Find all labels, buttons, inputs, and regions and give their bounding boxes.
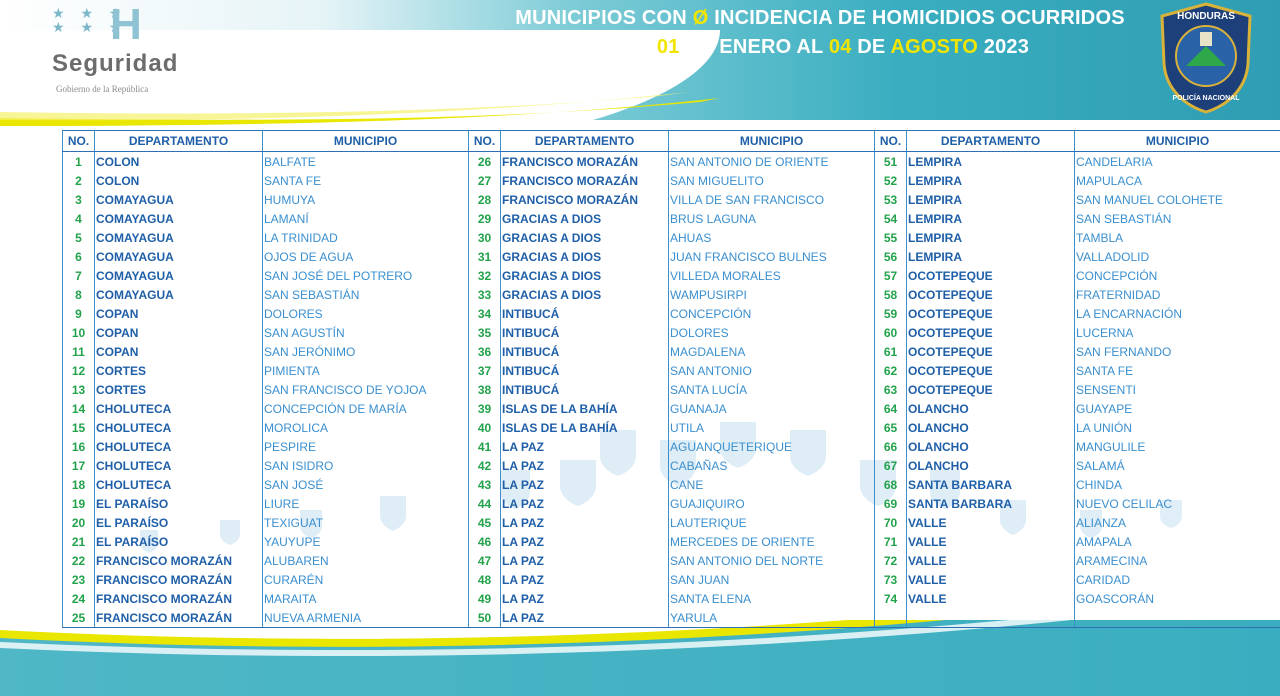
municipality-cell: LA TRINIDAD <box>263 228 469 247</box>
municipality-cell: SANTA FE <box>1075 361 1280 380</box>
row-number: 38 <box>469 380 501 399</box>
department-cell: COMAYAGUA <box>95 285 263 304</box>
municipality-cell: MAPULACA <box>1075 171 1280 190</box>
department-cell: VALLE <box>907 513 1075 532</box>
department-cell: OCOTEPEQUE <box>907 361 1075 380</box>
department-cell: OCOTEPEQUE <box>907 304 1075 323</box>
row-number: 73 <box>875 570 907 589</box>
row-number: 59 <box>875 304 907 323</box>
municipality-cell: SAN SEBASTIÁN <box>263 285 469 304</box>
row-number: 23 <box>63 570 95 589</box>
row-number: 46 <box>469 532 501 551</box>
table-body <box>63 152 1280 628</box>
department-cell: VALLE <box>907 589 1075 608</box>
stars-icon: ★ ★ ★ ★ ★ ★ <box>52 5 128 35</box>
title-text: DE <box>851 36 891 58</box>
municipality-cell: PIMIENTA <box>263 361 469 380</box>
row-number: 20 <box>63 513 95 532</box>
logo-subtitle: Gobierno de la República <box>56 84 149 94</box>
municipality-cell: MERCEDES DE ORIENTE <box>669 532 875 551</box>
department-cell: COMAYAGUA <box>95 247 263 266</box>
header-no: NO. <box>875 131 907 152</box>
municipality-cell: LA UNIÓN <box>1075 418 1280 437</box>
municipality-cell: GUANAJA <box>669 399 875 418</box>
department-cell: CORTES <box>95 380 263 399</box>
department-cell: OLANCHO <box>907 437 1075 456</box>
municipality-cell: UTILA <box>669 418 875 437</box>
row-number: 26 <box>469 152 501 172</box>
municipality-cell: CHINDA <box>1075 475 1280 494</box>
row-number: 21 <box>63 532 95 551</box>
department-cell: INTIBUCÁ <box>501 323 669 342</box>
title-date: 04 <box>828 36 852 58</box>
municipality-cell: MAGDALENA <box>669 342 875 361</box>
department-cell: LEMPIRA <box>907 171 1075 190</box>
row-number: 65 <box>875 418 907 437</box>
row-number: 70 <box>875 513 907 532</box>
title-date: AGOSTO <box>890 36 979 58</box>
row-number: 24 <box>63 589 95 608</box>
row-number: 64 <box>875 399 907 418</box>
table-row <box>63 228 1280 247</box>
row-number: 47 <box>469 551 501 570</box>
municipality-cell: CANDELARIA <box>1075 152 1280 172</box>
municipality-cell: LA ENCARNACIÓN <box>1075 304 1280 323</box>
department-cell: OCOTEPEQUE <box>907 285 1075 304</box>
municipality-cell: ALUBAREN <box>263 551 469 570</box>
row-number: 25 <box>63 608 95 628</box>
row-number: 40 <box>469 418 501 437</box>
department-cell: INTIBUCÁ <box>501 380 669 399</box>
row-number: 55 <box>875 228 907 247</box>
municipality-cell: LAMANÍ <box>263 209 469 228</box>
row-number: 19 <box>63 494 95 513</box>
table-header-row <box>63 131 1280 152</box>
row-number: 2 <box>63 171 95 190</box>
municipality-cell: ARAMECINA <box>1075 551 1280 570</box>
municipality-cell: FRATERNIDAD <box>1075 285 1280 304</box>
table-row <box>63 247 1280 266</box>
municipality-cell: SAN MANUEL COLOHETE <box>1075 190 1280 209</box>
department-cell <box>907 608 1075 628</box>
title-text: 2023 <box>978 36 1030 58</box>
department-cell: FRANCISCO MORAZÁN <box>95 608 263 628</box>
municipality-cell: VALLADOLID <box>1075 247 1280 266</box>
municipality-cell: GUAYAPE <box>1075 399 1280 418</box>
table-row <box>63 589 1280 608</box>
footer-banner <box>0 620 1280 696</box>
municipality-cell: AHUAS <box>669 228 875 247</box>
municipality-cell: SAN JERÓNIMO <box>263 342 469 361</box>
municipality-cell: PESPIRE <box>263 437 469 456</box>
header-no: NO. <box>469 131 501 152</box>
municipality-cell: MOROLICA <box>263 418 469 437</box>
department-cell: LA PAZ <box>501 532 669 551</box>
title-text: DEL <box>610 36 657 58</box>
municipality-cell: CONCEPCIÓN DE MARÍA <box>263 399 469 418</box>
department-cell: ISLAS DE LA BAHÍA <box>501 418 669 437</box>
department-cell: LA PAZ <box>501 456 669 475</box>
municipality-cell: SAN JUAN <box>669 570 875 589</box>
municipality-cell: VILLEDA MORALES <box>669 266 875 285</box>
municipality-cell: CONCEPCIÓN <box>1075 266 1280 285</box>
title-date: 01 <box>656 36 680 58</box>
row-number: 53 <box>875 190 907 209</box>
municipality-cell: SANTA FE <box>263 171 469 190</box>
municipality-cell: CURARÉN <box>263 570 469 589</box>
municipality-cell: SAN ANTONIO <box>669 361 875 380</box>
row-number: 43 <box>469 475 501 494</box>
header-department: DEPARTAMENTO <box>95 131 263 152</box>
municipality-cell: NUEVO CELILAC <box>1075 494 1280 513</box>
row-number: 61 <box>875 342 907 361</box>
row-number: 32 <box>469 266 501 285</box>
row-number: 6 <box>63 247 95 266</box>
municipality-cell: LUCERNA <box>1075 323 1280 342</box>
municipality-cell: BRUS LAGUNA <box>669 209 875 228</box>
row-number: 66 <box>875 437 907 456</box>
municipality-cell: TAMBLA <box>1075 228 1280 247</box>
department-cell: VALLE <box>907 551 1075 570</box>
department-cell: LEMPIRA <box>907 190 1075 209</box>
department-cell: LA PAZ <box>501 570 669 589</box>
municipality-cell: WAMPUSIRPI <box>669 285 875 304</box>
table-row <box>63 190 1280 209</box>
row-number: 69 <box>875 494 907 513</box>
municipality-cell: SAN AGUSTÍN <box>263 323 469 342</box>
department-cell: GRACIAS A DIOS <box>501 228 669 247</box>
department-cell: COMAYAGUA <box>95 190 263 209</box>
municipalities-table <box>62 130 1280 628</box>
municipality-cell: CONCEPCIÓN <box>669 304 875 323</box>
municipality-cell: SANTA LUCÍA <box>669 380 875 399</box>
department-cell: GRACIAS A DIOS <box>501 285 669 304</box>
department-cell: COLON <box>95 152 263 172</box>
table-row <box>63 418 1280 437</box>
municipality-cell: VILLA DE SAN FRANCISCO <box>669 190 875 209</box>
municipality-cell: HUMUYA <box>263 190 469 209</box>
department-cell: LA PAZ <box>501 513 669 532</box>
row-number: 18 <box>63 475 95 494</box>
row-number: 39 <box>469 399 501 418</box>
department-cell: FRANCISCO MORAZÁN <box>95 551 263 570</box>
title-text: INCIDENCIA DE HOMICIDIOS OCURRIDOS <box>708 7 1125 29</box>
row-number: 67 <box>875 456 907 475</box>
row-number: 72 <box>875 551 907 570</box>
row-number: 10 <box>63 323 95 342</box>
row-number: 37 <box>469 361 501 380</box>
department-cell: LEMPIRA <box>907 209 1075 228</box>
table-row <box>63 361 1280 380</box>
badge-bottom-text: POLICÍA NACIONAL <box>1172 95 1240 102</box>
row-number: 42 <box>469 456 501 475</box>
municipality-cell: SAN SEBASTIÁN <box>1075 209 1280 228</box>
department-cell: VALLE <box>907 570 1075 589</box>
department-cell: OCOTEPEQUE <box>907 380 1075 399</box>
row-number: 74 <box>875 589 907 608</box>
row-number: 63 <box>875 380 907 399</box>
row-number: 71 <box>875 532 907 551</box>
department-cell: COLON <box>95 171 263 190</box>
municipality-cell: ALIANZA <box>1075 513 1280 532</box>
department-cell: INTIBUCÁ <box>501 342 669 361</box>
row-number: 36 <box>469 342 501 361</box>
municipality-cell: CANE <box>669 475 875 494</box>
department-cell: GRACIAS A DIOS <box>501 266 669 285</box>
row-number: 7 <box>63 266 95 285</box>
department-cell: GRACIAS A DIOS <box>501 209 669 228</box>
row-number: 52 <box>875 171 907 190</box>
department-cell: OCOTEPEQUE <box>907 266 1075 285</box>
table-row <box>63 475 1280 494</box>
department-cell: LA PAZ <box>501 475 669 494</box>
department-cell: VALLE <box>907 532 1075 551</box>
department-cell: FRANCISCO MORAZÁN <box>501 171 669 190</box>
department-cell: SANTA BARBARA <box>907 494 1075 513</box>
row-number: 51 <box>875 152 907 172</box>
municipality-cell: LAUTERIQUE <box>669 513 875 532</box>
row-number: 9 <box>63 304 95 323</box>
header-municipality: MUNICIPIO <box>263 131 469 152</box>
title-line-2 <box>470 33 1170 62</box>
row-number: 4 <box>63 209 95 228</box>
municipality-cell: CARIDAD <box>1075 570 1280 589</box>
row-number: 30 <box>469 228 501 247</box>
row-number: 28 <box>469 190 501 209</box>
title-text: MUNICIPIOS CON <box>515 7 693 29</box>
department-cell: CHOLUTECA <box>95 418 263 437</box>
department-cell: COMAYAGUA <box>95 266 263 285</box>
department-cell: FRANCISCO MORAZÁN <box>501 152 669 172</box>
header-municipality: MUNICIPIO <box>669 131 875 152</box>
municipality-cell: SENSENTI <box>1075 380 1280 399</box>
department-cell: EL PARAÍSO <box>95 494 263 513</box>
header-no: NO. <box>63 131 95 152</box>
table-row <box>63 209 1280 228</box>
header-yellow-swoosh <box>0 92 1280 126</box>
department-cell: COPAN <box>95 304 263 323</box>
municipality-cell: CABAÑAS <box>669 456 875 475</box>
municipality-cell: SAN FRANCISCO DE YOJOA <box>263 380 469 399</box>
row-number: 22 <box>63 551 95 570</box>
municipality-cell: NUEVA ARMENIA <box>263 608 469 628</box>
department-cell: LEMPIRA <box>907 152 1075 172</box>
row-number: 45 <box>469 513 501 532</box>
department-cell: LA PAZ <box>501 551 669 570</box>
row-number: 31 <box>469 247 501 266</box>
department-cell: INTIBUCÁ <box>501 304 669 323</box>
department-cell: CORTES <box>95 361 263 380</box>
department-cell: FRANCISCO MORAZÁN <box>95 570 263 589</box>
municipality-cell: GOASCORÁN <box>1075 589 1280 608</box>
municipality-cell: DOLORES <box>263 304 469 323</box>
table-row <box>63 323 1280 342</box>
table-row <box>63 304 1280 323</box>
municipality-cell: BALFATE <box>263 152 469 172</box>
municipality-cell: AMAPALA <box>1075 532 1280 551</box>
row-number: 49 <box>469 589 501 608</box>
department-cell: FRANCISCO MORAZÁN <box>501 190 669 209</box>
row-number: 27 <box>469 171 501 190</box>
table-row <box>63 152 1280 172</box>
department-cell: EL PARAÍSO <box>95 532 263 551</box>
municipality-cell: YAUYUPE <box>263 532 469 551</box>
municipality-cell: GUAJIQUIRO <box>669 494 875 513</box>
department-cell: CHOLUTECA <box>95 437 263 456</box>
row-number: 58 <box>875 285 907 304</box>
department-cell: COMAYAGUA <box>95 228 263 247</box>
municipality-cell: SAN ISIDRO <box>263 456 469 475</box>
row-number: 34 <box>469 304 501 323</box>
table-row <box>63 171 1280 190</box>
municipality-cell <box>1075 608 1280 628</box>
table-row <box>63 570 1280 589</box>
row-number: 35 <box>469 323 501 342</box>
municipality-cell: OJOS DE AGUA <box>263 247 469 266</box>
municipality-cell: SAN JOSÉ DEL POTRERO <box>263 266 469 285</box>
badge-top-text: HONDURAS <box>1177 11 1235 22</box>
row-number: 16 <box>63 437 95 456</box>
municipality-cell: MARAITA <box>263 589 469 608</box>
municipality-cell: JUAN FRANCISCO BULNES <box>669 247 875 266</box>
department-cell: EL PARAÍSO <box>95 513 263 532</box>
row-number: 11 <box>63 342 95 361</box>
row-number <box>875 608 907 628</box>
row-number: 13 <box>63 380 95 399</box>
row-number: 17 <box>63 456 95 475</box>
row-number: 54 <box>875 209 907 228</box>
department-cell: LEMPIRA <box>907 228 1075 247</box>
municipality-cell: DOLORES <box>669 323 875 342</box>
table-row <box>63 456 1280 475</box>
header-department: DEPARTAMENTO <box>907 131 1075 152</box>
row-number: 8 <box>63 285 95 304</box>
title-text: DE ENERO AL <box>679 36 829 58</box>
municipality-cell: SANTA ELENA <box>669 589 875 608</box>
municipality-cell: YARULA <box>669 608 875 628</box>
row-number: 5 <box>63 228 95 247</box>
row-number: 62 <box>875 361 907 380</box>
header-municipality: MUNICIPIO <box>1075 131 1280 152</box>
table-row <box>63 494 1280 513</box>
department-cell: GRACIAS A DIOS <box>501 247 669 266</box>
table-row <box>63 551 1280 570</box>
policia-nacional-badge-icon <box>1156 2 1256 114</box>
logo-word: Seguridad <box>52 50 179 77</box>
h-logo-icon: H <box>110 0 142 49</box>
row-number: 1 <box>63 152 95 172</box>
department-cell: OCOTEPEQUE <box>907 342 1075 361</box>
department-cell: COPAN <box>95 323 263 342</box>
department-cell: OCOTEPEQUE <box>907 323 1075 342</box>
municipality-cell: SAN FERNANDO <box>1075 342 1280 361</box>
municipality-cell: LIURE <box>263 494 469 513</box>
municipality-cell: SALAMÁ <box>1075 456 1280 475</box>
table-row <box>63 513 1280 532</box>
department-cell: LA PAZ <box>501 494 669 513</box>
table-row <box>63 266 1280 285</box>
department-cell: OLANCHO <box>907 456 1075 475</box>
municipality-cell: SAN ANTONIO DEL NORTE <box>669 551 875 570</box>
table-row <box>63 399 1280 418</box>
department-cell: CHOLUTECA <box>95 456 263 475</box>
row-number: 44 <box>469 494 501 513</box>
department-cell: FRANCISCO MORAZÁN <box>95 589 263 608</box>
department-cell: INTIBUCÁ <box>501 361 669 380</box>
department-cell: LA PAZ <box>501 589 669 608</box>
municipality-cell: TEXIGUAT <box>263 513 469 532</box>
department-cell: LA PAZ <box>501 437 669 456</box>
row-number: 41 <box>469 437 501 456</box>
department-cell: COPAN <box>95 342 263 361</box>
row-number: 33 <box>469 285 501 304</box>
row-number: 56 <box>875 247 907 266</box>
row-number: 48 <box>469 570 501 589</box>
municipality-cell: AGUANQUETERIQUE <box>669 437 875 456</box>
title-zero-symbol: Ø <box>692 7 709 29</box>
row-number: 60 <box>875 323 907 342</box>
municipality-cell: SAN JOSÉ <box>263 475 469 494</box>
department-cell: SANTA BARBARA <box>907 475 1075 494</box>
department-cell: OLANCHO <box>907 418 1075 437</box>
table-row <box>63 342 1280 361</box>
department-cell: LA PAZ <box>501 608 669 628</box>
municipality-cell: SAN MIGUELITO <box>669 171 875 190</box>
table-row <box>63 380 1280 399</box>
municipality-cell: SAN ANTONIO DE ORIENTE <box>669 152 875 172</box>
table-row <box>63 285 1280 304</box>
page-title <box>470 4 1170 62</box>
department-cell: OLANCHO <box>907 399 1075 418</box>
municipality-cell: MANGULILE <box>1075 437 1280 456</box>
department-cell: ISLAS DE LA BAHÍA <box>501 399 669 418</box>
title-line-1 <box>470 4 1170 33</box>
row-number: 12 <box>63 361 95 380</box>
seguridad-logo <box>52 0 212 96</box>
department-cell: CHOLUTECA <box>95 399 263 418</box>
table-row <box>63 532 1280 551</box>
row-number: 29 <box>469 209 501 228</box>
row-number: 57 <box>875 266 907 285</box>
department-cell: LEMPIRA <box>907 247 1075 266</box>
table-row <box>63 437 1280 456</box>
header-department: DEPARTAMENTO <box>501 131 669 152</box>
table-row <box>63 608 1280 628</box>
row-number: 68 <box>875 475 907 494</box>
row-number: 15 <box>63 418 95 437</box>
row-number: 3 <box>63 190 95 209</box>
department-cell: COMAYAGUA <box>95 209 263 228</box>
department-cell: CHOLUTECA <box>95 475 263 494</box>
row-number: 50 <box>469 608 501 628</box>
row-number: 14 <box>63 399 95 418</box>
